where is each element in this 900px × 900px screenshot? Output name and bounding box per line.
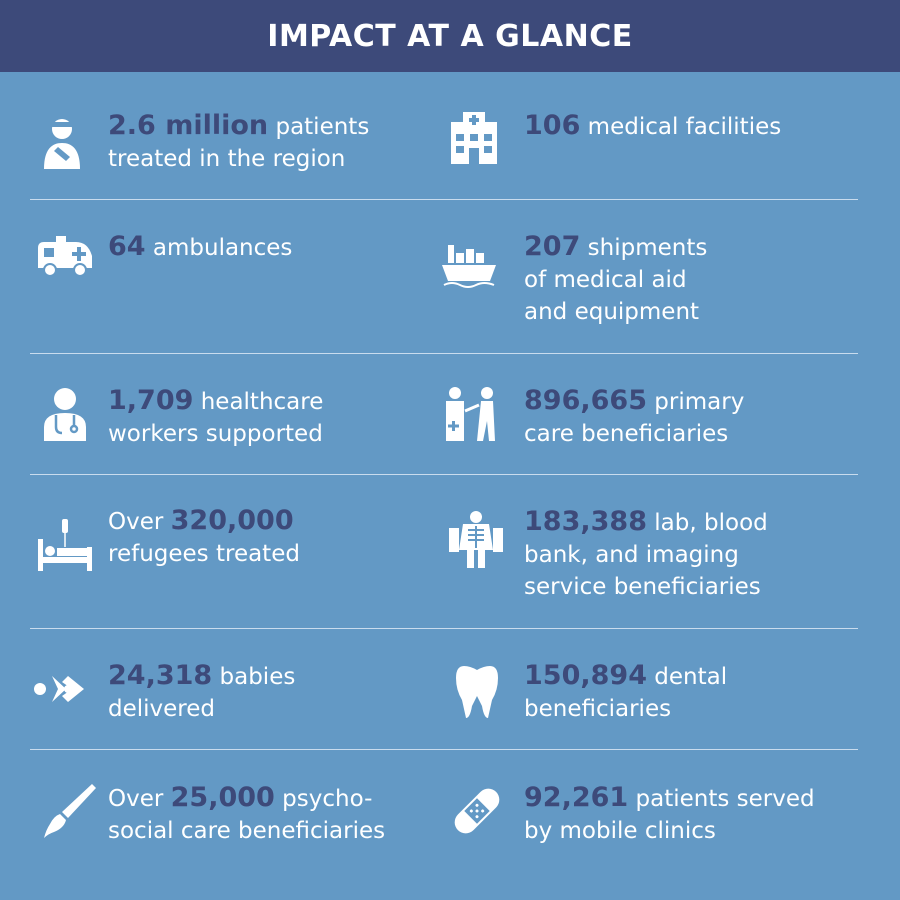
row-divider — [30, 474, 858, 475]
stat-description: social care beneficiaries — [108, 818, 386, 844]
row-divider — [30, 353, 858, 354]
stat-suffix: dental — [646, 664, 728, 690]
stat-prefix: Over — [108, 509, 171, 535]
stat-suffix: ambulances — [145, 235, 293, 261]
paintbrush-icon — [40, 782, 98, 840]
stat-description: of medical aid — [524, 267, 687, 293]
stat-suffix: medical facilities — [580, 114, 782, 140]
stat-number: 2.6 million — [108, 110, 269, 141]
stat-suffix: shipments — [580, 235, 708, 261]
doctor-patient-icon — [443, 385, 501, 443]
stat-description: service beneficiaries — [524, 574, 761, 600]
stat-number: 320,000 — [170, 505, 294, 536]
stat-suffix: lab, blood — [646, 510, 768, 536]
stat-number: 183,388 — [524, 506, 647, 537]
stat-suffix: psycho- — [274, 786, 373, 812]
stat-number: 207 — [524, 231, 581, 262]
ambulance-icon — [36, 228, 94, 286]
stat-description: bank, and imaging — [524, 542, 739, 568]
stat-suffix: patients served — [628, 786, 815, 812]
stat-description: and equipment — [524, 299, 700, 325]
row-divider — [30, 628, 858, 629]
baby-delivery-icon — [32, 660, 90, 718]
stat-number: 150,894 — [524, 660, 647, 691]
stat-description: delivered — [108, 696, 215, 722]
cargo-ship-icon — [440, 235, 498, 293]
stat-description: care beneficiaries — [524, 421, 729, 447]
stat-description: treated in the region — [108, 146, 346, 172]
row-divider — [30, 749, 858, 750]
stat-description: by mobile clinics — [524, 818, 716, 844]
stat-number: 25,000 — [170, 782, 275, 813]
stat-description: beneficiaries — [524, 696, 672, 722]
stat-description: workers supported — [108, 421, 323, 447]
stat-number: 106 — [524, 110, 581, 141]
stat-suffix: primary — [646, 389, 745, 415]
stat-prefix: Over — [108, 786, 171, 812]
stat-description: refugees treated — [108, 541, 300, 567]
stat-suffix: babies — [212, 664, 296, 690]
row-divider — [30, 199, 858, 200]
page-title: IMPACT AT A GLANCE — [267, 18, 633, 54]
hospital-icon — [445, 108, 503, 166]
patient-bandaged-icon — [36, 113, 94, 171]
tooth-icon — [448, 662, 506, 720]
doctor-icon — [36, 385, 94, 443]
stat-number: 64 — [108, 231, 146, 262]
stat-number: 92,261 — [524, 782, 629, 813]
stat-suffix: patients — [268, 114, 370, 140]
stat-number: 24,318 — [108, 660, 213, 691]
xray-icon — [447, 510, 505, 568]
header-banner — [0, 0, 900, 72]
hospital-bed-icon — [36, 515, 94, 573]
bandage-icon — [448, 782, 506, 840]
stat-number: 896,665 — [524, 385, 647, 416]
stat-number: 1,709 — [108, 385, 194, 416]
stat-suffix: healthcare — [193, 389, 324, 415]
